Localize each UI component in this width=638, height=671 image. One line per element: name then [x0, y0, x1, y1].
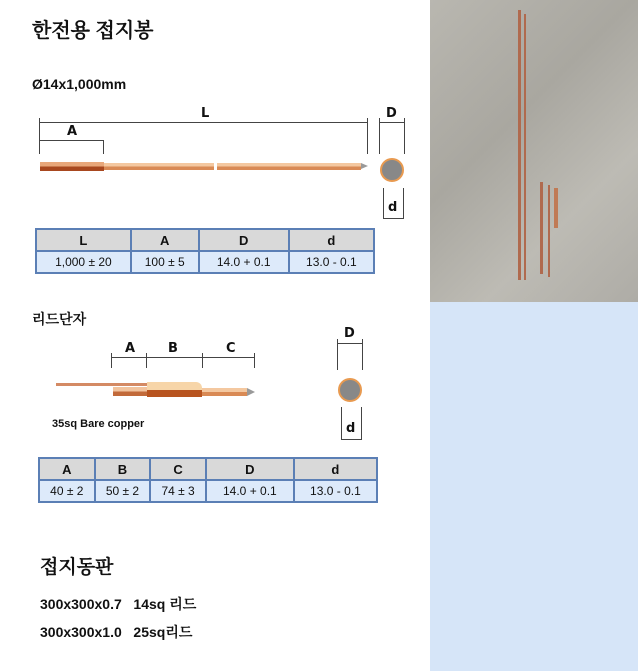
value-cell: 40 ± 2 — [39, 480, 95, 502]
header-cell: B — [95, 458, 151, 480]
value-cell: 13.0 - 0.1 — [289, 251, 374, 273]
value-cell: 50 ± 2 — [95, 480, 151, 502]
page-title: 한전용 접지봉 — [32, 20, 154, 42]
lead-spec-table — [38, 457, 378, 503]
side-panel — [430, 302, 638, 671]
dim-A: A — [125, 341, 136, 356]
value-cell: 74 ± 3 — [150, 480, 206, 502]
header-cell: D — [206, 458, 294, 480]
plate-title: 접지동판 — [40, 557, 114, 578]
dim-C: C — [226, 341, 236, 356]
header-cell: A — [131, 229, 199, 251]
lead-title: 리드단자 — [32, 311, 87, 327]
header-cell: d — [289, 229, 374, 251]
ground-rod-photo — [430, 0, 638, 302]
value-cell: 14.0 + 0.1 — [206, 480, 294, 502]
dim-D: D — [386, 106, 397, 121]
value-cell: 1,000 ± 20 — [36, 251, 131, 273]
header-cell: A — [39, 458, 95, 480]
value-cell: 14.0 + 0.1 — [199, 251, 289, 273]
lead-caption: 35sq Bare copper — [52, 418, 145, 430]
dim-A: A — [67, 124, 78, 139]
rod-cross-section — [380, 158, 404, 182]
value-cell: 13.0 - 0.1 — [294, 480, 377, 502]
header-cell: L — [36, 229, 131, 251]
header-cell: C — [150, 458, 206, 480]
dim-L: L — [201, 106, 210, 121]
value-cell: 100 ± 5 — [131, 251, 199, 273]
header-cell: D — [199, 229, 289, 251]
dim-B: B — [168, 341, 178, 356]
dim-D: D — [344, 326, 355, 341]
header-cell: d — [294, 458, 377, 480]
lead-cross-section — [338, 378, 362, 402]
plate-item: 300x300x1.0 25sq리드 — [40, 624, 193, 640]
plate-item: 300x300x0.7 14sq 리드 — [40, 596, 197, 612]
rod-spec: Ø14x1,000mm — [32, 76, 127, 92]
dim-d: d — [388, 200, 398, 215]
rod-spec-table — [35, 228, 375, 274]
dim-d: d — [346, 421, 356, 436]
